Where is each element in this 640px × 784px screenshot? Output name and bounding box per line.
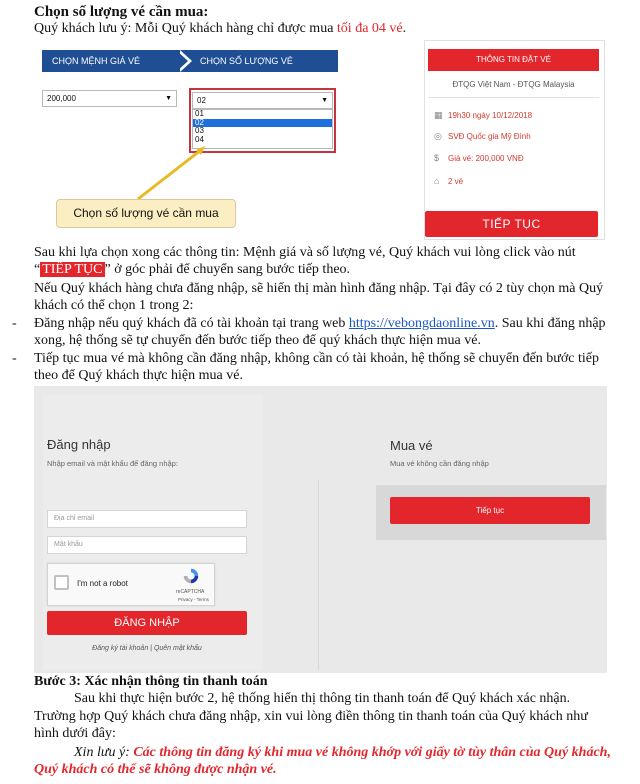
bullet-dash: - [12, 316, 17, 331]
instruction-line: Sau khi lựa chọn xong các thông tin: Mệnh giá và số lượng vé, Quý khách vui lòng click vào nút [34, 245, 576, 260]
match-venue: SVĐ Quốc gia Mỹ Đình [448, 132, 531, 141]
continue-button[interactable]: TIẾP TỤC [425, 211, 598, 237]
recaptcha-logo-icon [182, 567, 200, 585]
recaptcha-label: I'm not a robot [77, 579, 128, 588]
quantity-select-value: 02 [197, 96, 206, 105]
info-divider [428, 97, 599, 98]
step-select-quantity[interactable]: CHỌN SỐ LƯỢNG VÉ [180, 50, 338, 72]
info-row-time [434, 110, 532, 121]
booking-info-header: THÔNG TIN ĐẶT VÉ [428, 49, 599, 71]
bullet-login-line2: xong, hệ thống sẽ tự chuyển đến bước tiếp theo để quý khách thực hiện mua vé. [34, 333, 481, 348]
login-instruction-line: khách có thể chọn 1 trong 2: [34, 298, 194, 313]
bullet-login [34, 315, 614, 332]
link-separator: | [150, 645, 152, 652]
register-link[interactable]: Đăng ký tài khoản [92, 645, 149, 652]
section-title-quantity: Chọn số lượng vé cần mua: [34, 4, 209, 20]
calendar-icon: ▦ [434, 110, 443, 120]
payment-paragraph: hình dưới đây: [34, 726, 116, 741]
bullet-login-text: Đăng nhập nếu quý khách đã có tài khoản tại trang web [34, 316, 349, 331]
password-field[interactable]: Mật khẩu [47, 536, 247, 554]
chevron-down-icon: ▼ [321, 97, 328, 104]
payment-note [74, 745, 619, 761]
quantity-note-limit: tối đa 04 vé [336, 21, 403, 36]
info-row-venue [434, 131, 531, 142]
login-title: Đăng nhập [47, 437, 111, 452]
note-warning-line2: Quý khách có thể sẽ không được nhận vé. [34, 762, 277, 777]
payment-paragraph: Sau khi thực hiện bước 2, hệ thống hiển thị thông tin thanh toán để Quý khách xác nhận. [74, 691, 571, 706]
step-select-price[interactable]: CHỌN MỆNH GIÁ VÉ [42, 50, 182, 72]
info-row-price [434, 153, 524, 163]
price-select-value: 200,000 [47, 94, 76, 103]
bullet-guest-line2: theo để Quý khách thực hiện mua vé. [34, 368, 243, 383]
quantity-note-prefix: Quý khách lưu ý: Mỗi Quý khách hàng chỉ được mua [34, 21, 337, 36]
quantity-option-selected[interactable]: 02 [193, 119, 332, 128]
info-row-count [434, 176, 463, 186]
bullet-guest: Tiếp tục mua vé mà không cần đăng nhập, không cần có tài khoản, hệ thống sẽ chuyển đến bước tiếp [34, 351, 599, 366]
dollar-icon: $ [434, 153, 440, 163]
recaptcha-brand: reCAPTCHA [176, 589, 205, 595]
quantity-option[interactable]: 03 [195, 126, 204, 135]
note-warning: Các thông tin đăng ký khi mua vé không khớp với giấy tờ tùy thân của Quý khách, [133, 745, 611, 760]
recaptcha-links[interactable]: Privacy - Terms [178, 597, 209, 602]
guest-buy-subtitle: Mua vé không cần đăng nhập [390, 459, 489, 468]
payment-paragraph: Trường hợp Quý khách chưa đăng nhập, xin vui lòng điền thông tin thanh toán của Quý khách như [34, 709, 588, 724]
panel-divider [318, 480, 319, 670]
note-label: Xin lưu ý: [74, 745, 134, 760]
quantity-note-suffix: . [402, 21, 407, 36]
instruction-line [34, 261, 614, 278]
ticket-price: Giá vé: 200,000 VNĐ [448, 154, 524, 163]
email-field[interactable]: Địa chỉ email [47, 510, 247, 528]
section-title-payment: Bước 3: Xác nhận thông tin thanh toán [34, 674, 268, 689]
website-link[interactable]: https://vebongdaonline.vn [348, 316, 495, 331]
bullet-login-suffix: . Sau khi đăng nhập [494, 316, 606, 331]
login-subtitle: Nhập email và mật khẩu để đăng nhập: [47, 459, 178, 468]
match-time: 19h30 ngày 10/12/2018 [448, 111, 533, 120]
chevron-down-icon: ▼ [165, 95, 172, 102]
forgot-password-link[interactable]: Quên mật khẩu [153, 645, 202, 652]
login-links [47, 645, 247, 652]
location-pin-icon: ◎ [434, 131, 442, 141]
match-name: ĐTQG Việt Nam - ĐTQG Malaysia [452, 80, 575, 89]
instruction-text: ” ở góc phải để chuyển sang bước tiếp theo. [104, 262, 351, 277]
quote-open: “ [34, 262, 41, 277]
quantity-option[interactable]: 01 [195, 109, 204, 118]
ticket-icon: ⌂ [434, 176, 440, 186]
ticket-count: 2 vé [448, 177, 464, 186]
quantity-option[interactable]: 04 [195, 134, 204, 144]
bullet-dash: - [12, 351, 17, 366]
continue-highlight: TIẾP TỤC [42, 262, 103, 277]
login-instruction-line: Nếu Quý khách hàng chưa đăng nhập, sẽ hiển thị màn hình đăng nhập. Tại đây có 2 tùy chọn mà Quý [34, 281, 604, 296]
login-button[interactable]: ĐĂNG NHẬP [47, 611, 247, 635]
guest-continue-button[interactable]: Tiếp tục [390, 497, 590, 524]
recaptcha-checkbox[interactable] [54, 575, 69, 590]
guest-buy-title: Mua vé [390, 438, 433, 453]
quantity-callout: Chọn số lượng vé cần mua [56, 199, 236, 228]
